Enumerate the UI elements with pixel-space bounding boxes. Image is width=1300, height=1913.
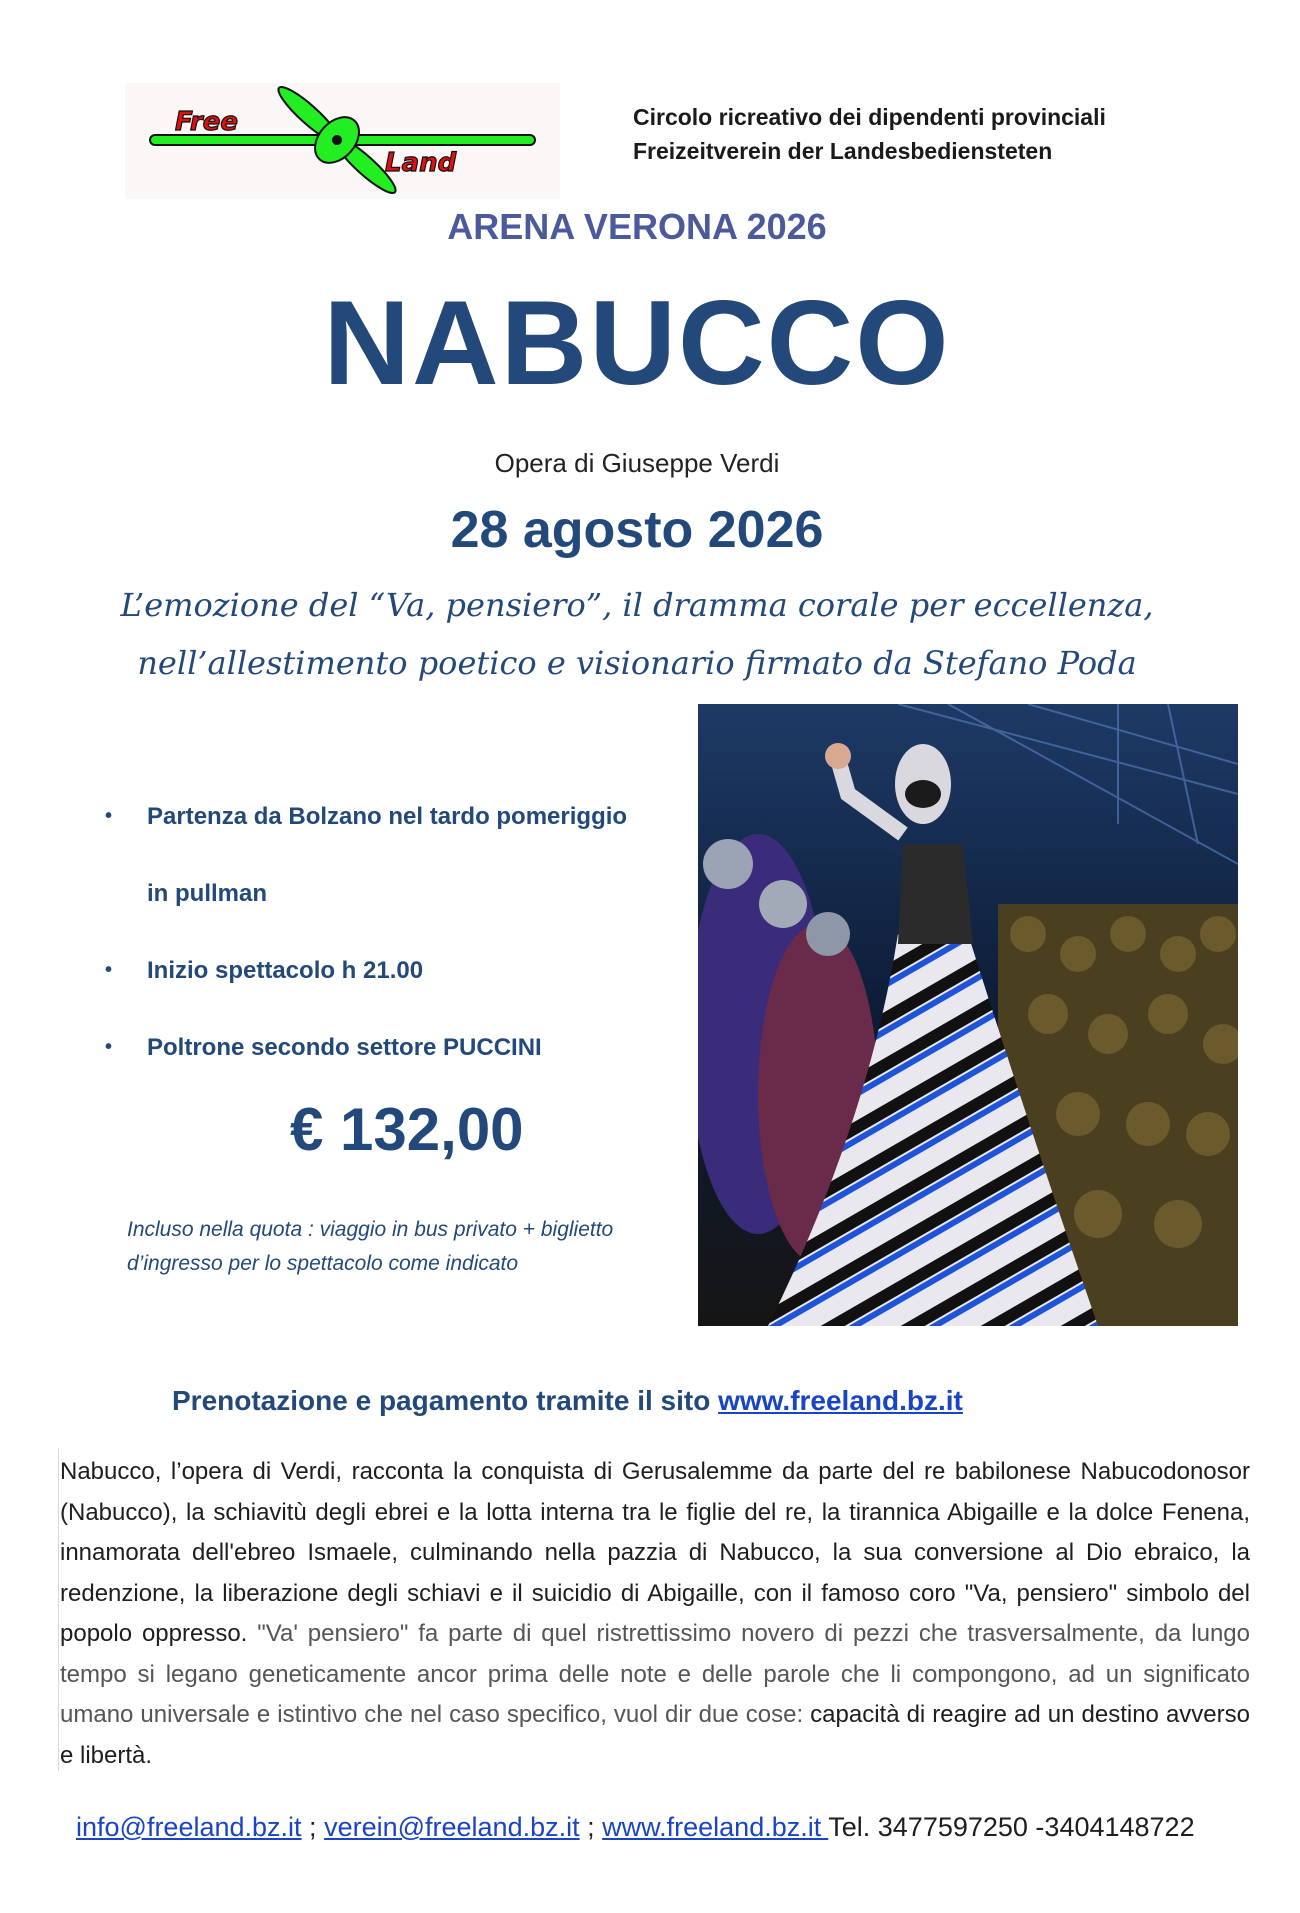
included-note: Incluso nella quota : viaggio in bus privato + biglietto d’ingresso per lo spettacolo come indicato — [127, 1218, 614, 1275]
tagline-line-1: L’emozione del “Va, pensiero”, il dramma corale per eccellenza, — [120, 586, 1154, 624]
opera-photo — [698, 704, 1238, 1326]
event-tagline — [60, 576, 1214, 692]
logo-land-text: Land — [385, 148, 457, 178]
org-line-italian: Circolo ricreativo dei dipendenti provinciali — [633, 104, 1106, 130]
event-date: 28 agosto 2026 — [450, 501, 824, 559]
list-item: • Inizio spettacolo h 21.00 — [105, 932, 675, 1009]
org-line-german: Freizeitverein der Landesbediensteten — [633, 138, 1053, 164]
email-info-link[interactable]: info@freeland.bz.it — [76, 1812, 302, 1842]
event-subtitle: Opera di Giuseppe Verdi — [494, 448, 780, 478]
booking-line: Prenotazione e pagamento tramite il sito www.freeland.bz.it — [172, 1385, 963, 1416]
performer-photo-icon — [698, 704, 1238, 1326]
footer-contacts: info@freeland.bz.it ; verein@freeland.bz.it ; www.freeland.bz.it Tel. 3477597250 -3404148722 — [76, 1812, 1195, 1842]
email-verein-link[interactable]: verein@freeland.bz.it — [324, 1812, 580, 1842]
footer-website-link[interactable]: www.freeland.bz.it — [602, 1812, 829, 1842]
price: € 132,00 — [290, 1096, 524, 1163]
list-item: in pullman — [147, 880, 267, 907]
page-title: NABUCCO — [323, 276, 951, 410]
phone-numbers: Tel. 3477597250 -3404148722 — [828, 1812, 1195, 1842]
bullet-icon: • — [105, 805, 113, 827]
organization-name — [633, 100, 1106, 168]
bullet-icon: • — [105, 959, 113, 981]
tagline-line-2: nell’allestimento poetico e visionario firmato da Stefano Poda — [137, 644, 1137, 682]
event-series: ARENA VERONA 2026 — [447, 206, 827, 247]
propeller-logo-icon — [125, 83, 560, 199]
freeland-logo — [125, 83, 560, 199]
details-list — [105, 778, 675, 1086]
logo-free-text: Free — [175, 107, 238, 137]
booking-website-link[interactable]: www.freeland.bz.it — [718, 1385, 963, 1416]
description: Nabucco, l’opera di Verdi, racconta la conquista di Gerusalemme da parte del re babilonese Nabucodonosor (Nabucco), la schiavitù degli ebrei e la lotta interna tra le figlie del re, la tirannica Abigaille e la dolce Fenena, innamorata dell'ebreo Ismaele, culminando nella pazzia di Nabucco, la sua conversione al Dio ebraico, la redenzione, la liberazione degli schiavi e il suicidio di Abigaille, con il famoso coro "Va, pensiero" simbolo del popolo oppresso. "Va' pensiero" fa parte di quel ristrettissimo novero di pezzi che trasversalmente, da lungo tempo si legano geneticamente ancor prima delle note e delle parole che li compongono, ad un significato umano universale e istintivo che nel caso specifico, vuol dir due cose: capacità di reagire ad un destino avverso e libertà. — [60, 1458, 1251, 1769]
bullet-icon: • — [105, 1036, 113, 1058]
list-item: • Poltrone secondo settore PUCCINI — [105, 1009, 675, 1086]
list-item: • Partenza da Bolzano nel tardo pomeriggio — [105, 778, 675, 855]
